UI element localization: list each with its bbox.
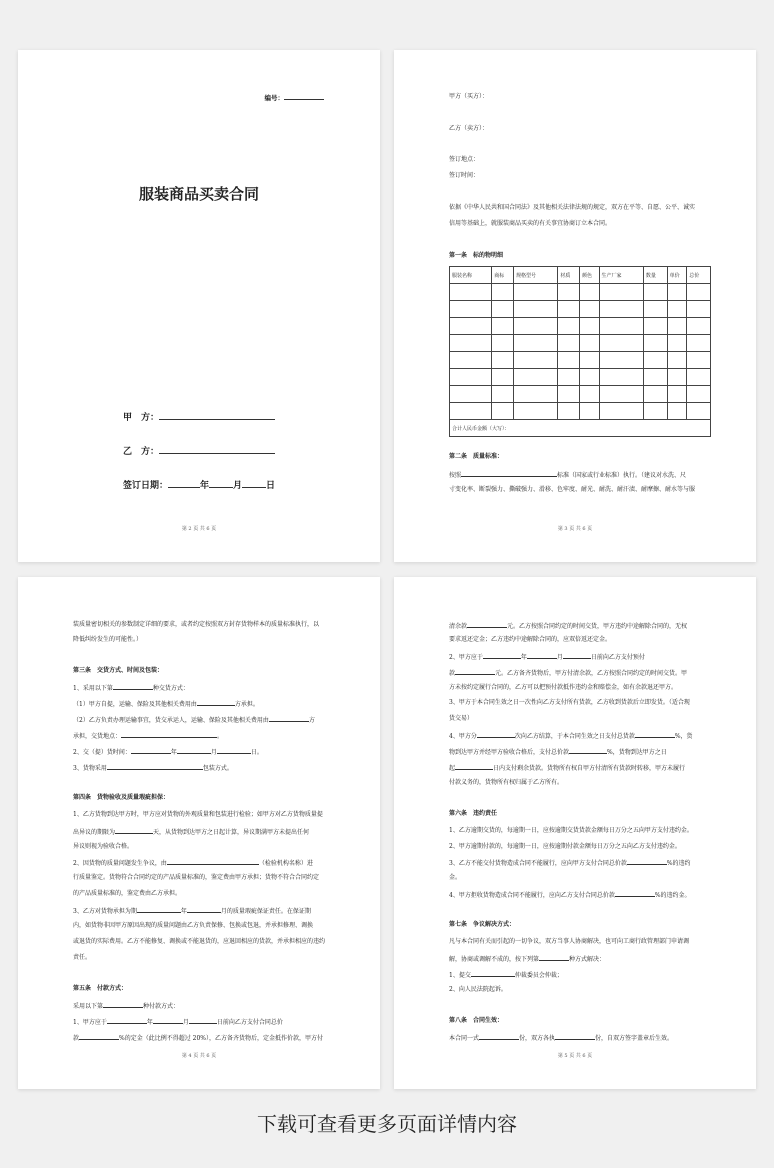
contract-page-5 xyxy=(394,577,756,1089)
body-text: 4、甲方拒收货物造成合同不能履行，应向乙方支付合同总价款 %的违约金。 xyxy=(449,892,691,899)
body-text: 出异议的期限为 天，从货物到达甲方之日起计算，异议期满甲方未提出任何 xyxy=(73,829,310,836)
body-text: 3、甲方于本合同生效之日一次性向乙方支付所有货款，乙方收到货款后立即发货。（适合现 xyxy=(449,699,690,706)
body-text: 责任。 xyxy=(73,954,92,961)
article-3-heading: 第三条 交货方式、时间及包装： xyxy=(73,667,164,674)
body-text: 异议则视为验收合格。 xyxy=(73,843,134,850)
table-header-cell: 生产厂家 xyxy=(599,267,643,284)
body-text: 1、采用以下第 种交货方式： xyxy=(73,685,189,692)
body-text: 凡与本合同有关而引起的一切争议，双方当事人协商解决，也可向工商行政管理部门申请调 xyxy=(449,938,690,945)
table-header-cell: 颜色 xyxy=(579,267,599,284)
page-number: 第 3 页 共 6 页 xyxy=(557,526,593,532)
body-text: 付款义务的，货物所有权归属于乙方所有。 xyxy=(449,779,564,786)
table-header-cell: 规格型号 xyxy=(513,267,557,284)
table-header-cell: 商标 xyxy=(492,267,514,284)
body-text: 起 日内支付剩余货款。货物所有权自甲方付清所有货款时转移，甲方未履行 xyxy=(449,765,686,772)
body-text: 2、因货物的质量问题发生争议，由 （检验机构名称）进 xyxy=(73,860,313,867)
body-text: 货交易） xyxy=(449,715,474,722)
body-text: 2、甲方逾期付款的，每逾期一日，应按逾期付款金额每日万分之五向乙方支付违约金。 xyxy=(449,843,681,850)
body-text: 或退货的实际费用。乙方不能修复、调换或不能退货的，应退回相应的货款，并承担相应的违约 xyxy=(73,938,326,945)
article-2-heading: 第二条 质量标准： xyxy=(449,453,504,460)
body-text: 承担，交货地点： 。 xyxy=(73,733,224,740)
quality-text: 按照 标准（国家或行业标准）执行。（建议对水洗、尺 xyxy=(449,472,687,479)
body-text: 采用以下第 种付款方式： xyxy=(73,1003,180,1010)
article-8-heading: 第八条 合同生效： xyxy=(449,1017,504,1024)
body-text: 降低纠纷发生的可能性。） xyxy=(73,636,143,643)
body-text: 行质量鉴定。货物符合合同约定的产品质量标准的，鉴定费由甲方承担；货物不符合合同约定 xyxy=(73,874,320,881)
table-row xyxy=(450,284,711,301)
table-row xyxy=(450,386,711,403)
contract-code-label: 编号： xyxy=(265,93,325,102)
body-text: 解，协商或调解不成的，按下列第 种方式解决： xyxy=(449,956,606,963)
table-header-cell: 服装名称 xyxy=(450,267,492,284)
body-text: 金。 xyxy=(449,874,462,881)
goods-table xyxy=(449,266,711,437)
seller-line: 乙方（卖方）： xyxy=(449,125,489,132)
body-text: 1、提交 仲裁委员会仲裁； xyxy=(449,972,563,979)
article-6-heading: 第六条 违约责任 xyxy=(449,810,498,817)
body-text: 款 %的定金（此比例不得超过 20%），乙方备齐货物后，定金抵作价款，甲方付 xyxy=(73,1035,323,1042)
body-text: 款 元。乙方备齐货物后，甲方付清余款，乙方按照合同约定的时间交货。甲 xyxy=(449,670,688,677)
page-number: 第 4 页 共 6 页 xyxy=(181,1053,217,1059)
article-5-heading: 第五条 付款方式： xyxy=(73,985,128,992)
contract-title: 服装商品买卖合同 xyxy=(138,185,259,203)
body-text: 要求返还定金；乙方违约中途解除合同的，应双倍返还定金。 xyxy=(449,636,612,643)
body-text: 方未按约定履行合同的，乙方可以把预付款抵作违约金和赔偿金，如有余款退还甲方。 xyxy=(449,684,678,691)
contract-page-4 xyxy=(18,577,380,1089)
quality-text: 寸变化率、断裂强力、撕破强力、滑移、色牢度、耐光、耐洗、耐汗渍、耐摩擦、耐水等与服 xyxy=(449,486,696,493)
body-text: 的产品质量标准的，鉴定费由乙方承担。 xyxy=(73,890,182,897)
body-text: 本合同一式 份，双方各执 份，自双方签字盖章后生效。 xyxy=(449,1035,674,1042)
table-header-cell: 总价 xyxy=(687,267,711,284)
table-total-cell: 合计人民币金额（大写）： xyxy=(450,420,711,437)
sign-place-line: 签订地点： xyxy=(449,156,480,163)
sign-date-line: 签订日期： 年 月 日 xyxy=(123,478,275,492)
body-text: 1、乙方逾期交货的，每逾期一日，应按逾期交货货款金额每日万分之五向甲方支付违约金。 xyxy=(449,827,693,834)
body-text: 清余款 元。乙方按照合同约定的时间交货，甲方违约中途解除合同的，无权 xyxy=(449,623,688,630)
body-text: 1、甲方应于 年 月 日前向乙方支付合同总价 xyxy=(73,1019,283,1026)
body-text: 装质量密切相关的参数制定详细的要求，或者约定按照双方封存货物样本的质量标准执行，以 xyxy=(73,621,320,628)
body-text: 2、向人民法院起诉。 xyxy=(449,986,507,993)
body-text: 3、乙方不能交付货物造成合同不能履行，应向甲方支付合同总价款 %的违约 xyxy=(449,860,691,867)
intro-text: 依据《中华人民共和国合同法》及其他相关法律法规的规定，双方在平等、自愿、公平、诚实 xyxy=(449,204,696,211)
table-row xyxy=(450,369,711,386)
table-row xyxy=(450,318,711,335)
body-text: 内，如货物非因甲方原因出现的质量问题由乙方负责保修、包换或包退，并承担修理、调换 xyxy=(73,922,314,929)
article-7-heading: 第七条 争议解决方式： xyxy=(449,921,516,928)
table-row xyxy=(450,352,711,369)
contract-cover-page xyxy=(18,50,380,562)
page-number: 第 2 页 共 6 页 xyxy=(181,526,217,532)
table-header-cell: 材质 xyxy=(558,267,580,284)
body-text: 3、乙方对货物承担为期 年 月的质量瑕疵保证责任。在保证期 xyxy=(73,908,311,915)
table-header-cell: 单价 xyxy=(667,267,687,284)
body-text: （2）乙方负责办理运输事宜，货交承运人，运输、保险及其他相关费用由 方 xyxy=(73,717,315,724)
table-row xyxy=(450,335,711,352)
sign-time-line: 签订时间： xyxy=(449,172,480,179)
goods-table-header-row xyxy=(450,267,711,284)
body-text: 1、乙方货物到达甲方时，甲方应对货物的外观质量和包装进行检验；如甲方对乙方货物质量提 xyxy=(73,811,323,818)
body-text: （1）甲方自提，运输、保险及其他相关费用由 方承担。 xyxy=(73,701,259,708)
article-1-heading: 第一条 标的物明细 xyxy=(449,252,504,259)
body-text: 2、甲方应于 年 月 日前向乙方支付预付 xyxy=(449,654,645,661)
table-row xyxy=(450,403,711,420)
party-b-line: 乙 方： xyxy=(123,444,275,458)
buyer-line: 甲方（买方）： xyxy=(449,93,489,100)
contract-page-3 xyxy=(394,50,756,562)
table-row xyxy=(450,301,711,318)
article-4-heading: 第四条 货物验收及质量瑕疵担保： xyxy=(73,794,170,801)
body-text: 3、货物采用 包装方式。 xyxy=(73,765,233,772)
table-total-row xyxy=(450,420,711,437)
body-text: 4、甲方分 次向乙方结算，于本合同生效之日支付总货款 %，货 xyxy=(449,733,693,740)
download-caption: 下载可查看更多页面详情内容 xyxy=(257,1112,517,1136)
table-header-cell: 数量 xyxy=(643,267,667,284)
page-number: 第 5 页 共 6 页 xyxy=(557,1053,593,1059)
body-text: 2、交（提）货时间： 年 月 日。 xyxy=(73,749,263,756)
body-text: 物到达甲方并经甲方验收合格后，支付总价款 %，货物到达甲方之日 xyxy=(449,749,667,756)
intro-text: 信用等基础上，就服装商品买卖的有关事宜协商订立本合同。 xyxy=(449,220,612,227)
party-a-line: 甲 方： xyxy=(123,410,275,424)
